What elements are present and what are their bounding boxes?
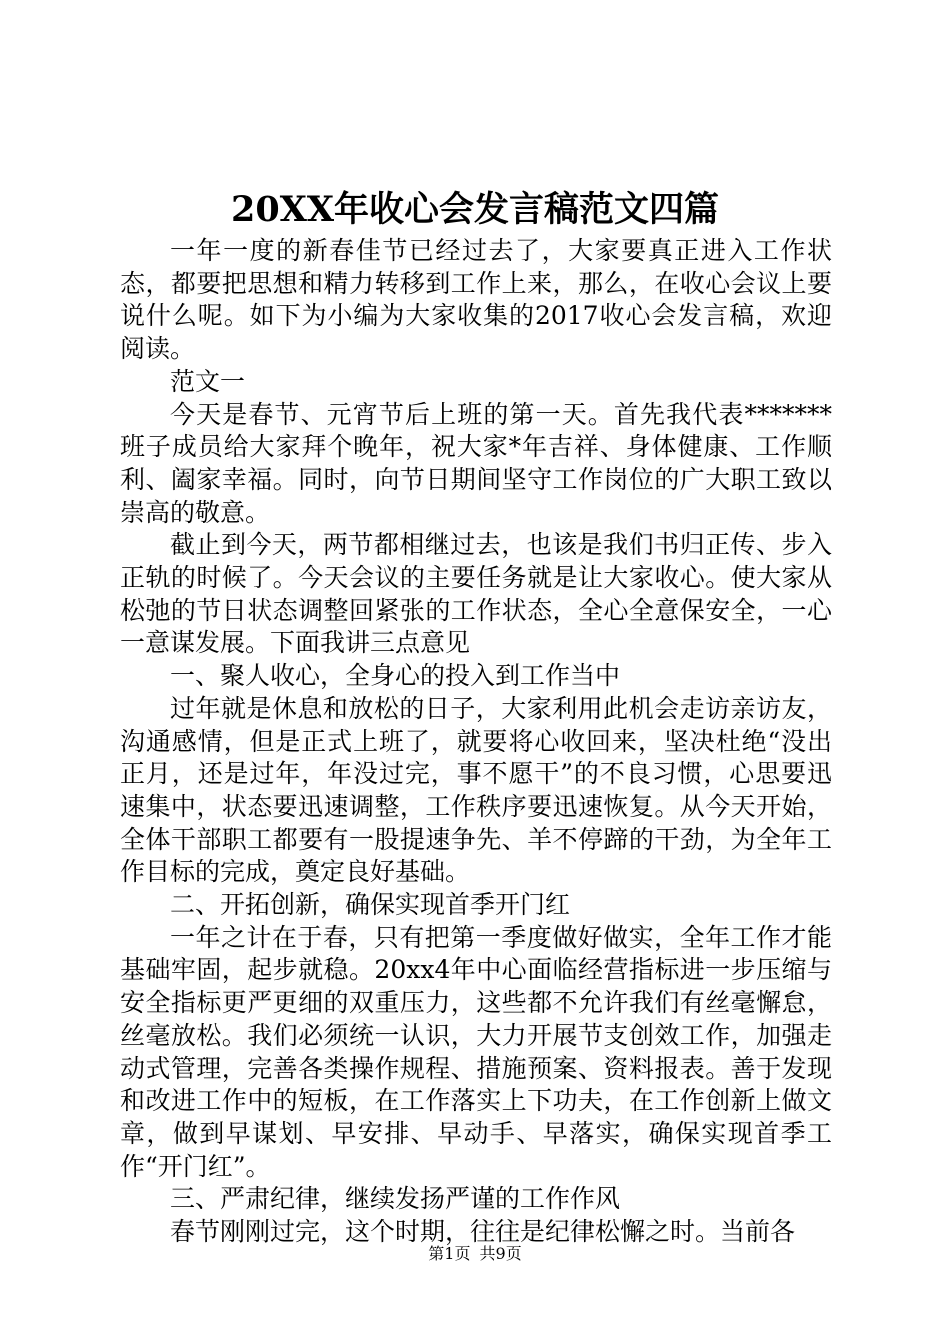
- section-heading-two: 二、开拓创新，确保实现首季开门红: [170, 890, 571, 920]
- document-title: 20XX年收心会发言稿范文四篇: [230, 189, 720, 230]
- section-heading-one: 一、聚人收心，全身心的投入到工作当中: [170, 661, 621, 691]
- section-label-sample-one: 范文一: [170, 366, 246, 396]
- body-paragraph: 过年就是休息和放松的日子，大家利用此机会走访亲访友，沟通感情，但是正式上班了，就要将心收回来，坚决杜绝“没出正月，还是过年，年没过完，事不愿干”的不良习惯，心思要迅速集中，状态要迅速调整，工作秩序要迅速恢复。从今天开始，全体干部职工都要有一股提速争先、羊不停蹄的干劲，为全年工作目标的完成，奠定良好基础。: [120, 693, 832, 887]
- intro-paragraph: 一年一度的新春佳节已经过去了，大家要真正进入工作状态，都要把思想和精力转移到工作上来，那么，在收心会议上要说什么呢。如下为小编为大家收集的2017收心会发言稿，欢迎阅读。: [120, 236, 832, 364]
- body-paragraph: 今天是春节、元宵节后上班的第一天。首先我代表*******班子成员给大家拜个晚年，祝大家*年吉祥、身体健康、工作顺利、阖家幸福。同时，向节日期间坚守工作岗位的广大职工致以崇高的敬意。: [120, 399, 832, 527]
- page-number-footer: 第1页 共9页: [428, 1244, 522, 1263]
- section-heading-three: 三、严肃纪律，继续发扬严谨的工作作风: [170, 1184, 621, 1214]
- body-paragraph: 一年之计在于春，只有把第一季度做好做实，全年工作才能基础牢固，起步就稳。20xx4年中心面临经营指标进一步压缩与安全指标更严更细的双重压力，这些都不允许我们有丝毫懈怠，丝毫放松。我们必须统一认识，大力开展节支创效工作，加强走动式管理，完善各类操作规程、措施预案、资料报表。善于发现和改进工作中的短板，在工作落实上下功夫，在工作创新上做文章，做到早谋划、早安排、早动手、早落实，确保实现首季工作“开门红”。: [120, 922, 832, 1181]
- body-paragraph: 截止到今天，两节都相继过去，也该是我们书归正传、步入正轨的时候了。今天会议的主要任务就是让大家收心。使大家从松弛的节日状态调整回紧张的工作状态，全心全意保安全，一心一意谋发展。下面我讲三点意见: [120, 530, 832, 658]
- body-paragraph: 春节刚刚过完，这个时期，往往是纪律松懈之时。当前各: [170, 1217, 796, 1247]
- document-body: [120, 235, 832, 1249]
